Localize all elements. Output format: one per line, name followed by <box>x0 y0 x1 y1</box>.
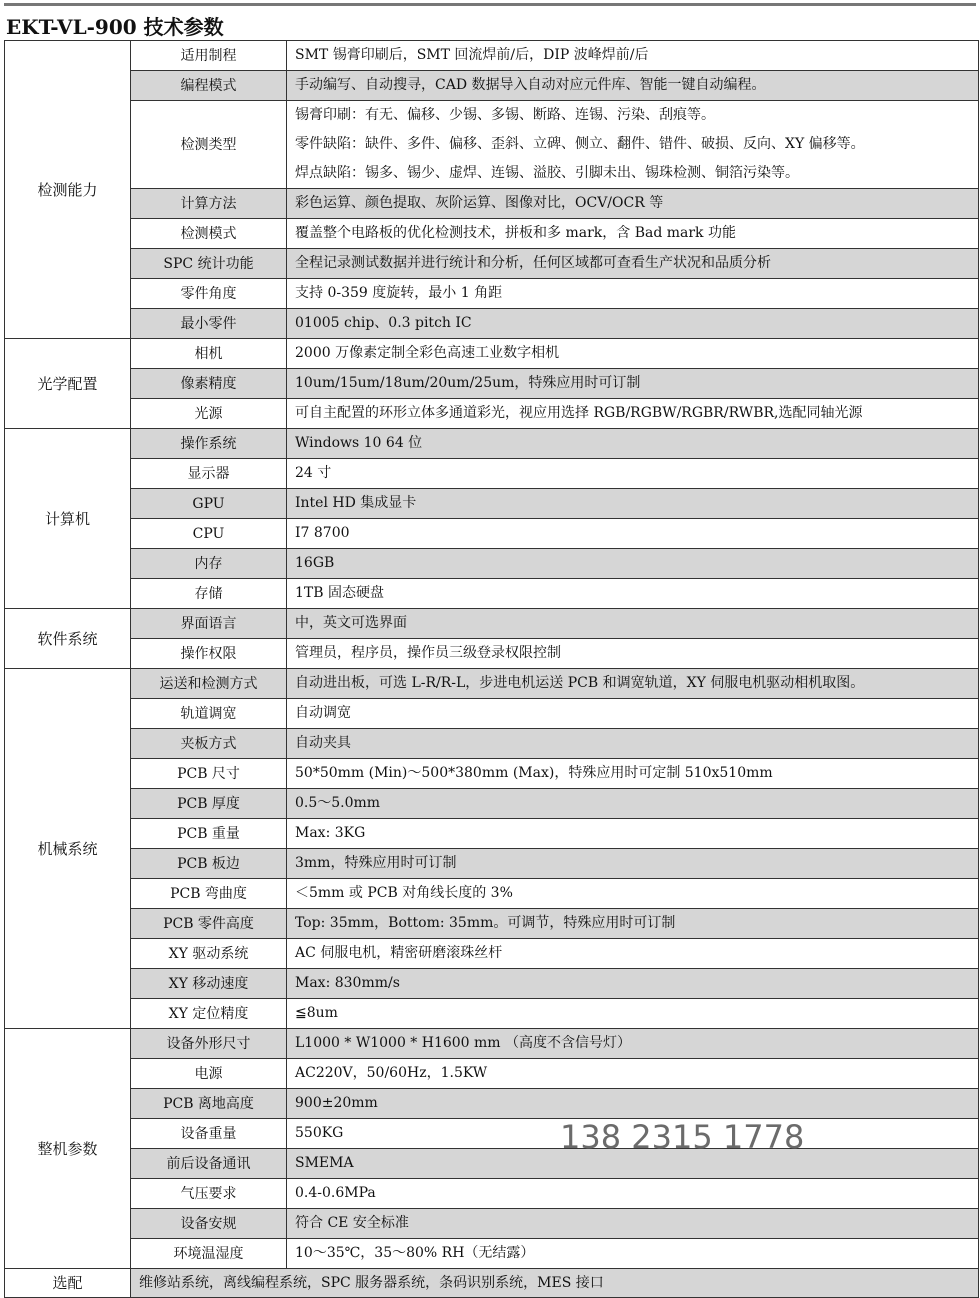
section-category: 光学配置 <box>5 339 131 429</box>
section-category: 计算机 <box>5 429 131 609</box>
spec-value <box>287 759 979 789</box>
spec-label: PCB 弯曲度 <box>131 879 287 909</box>
spec-value-line: 0.4-0.6MPa <box>295 1185 376 1201</box>
spec-value <box>287 399 979 429</box>
spec-row <box>5 71 979 101</box>
spec-value <box>287 41 979 71</box>
spec-row <box>5 549 979 579</box>
spec-label: 最小零件 <box>131 309 287 339</box>
spec-value <box>287 579 979 609</box>
spec-value-line: 可自主配置的环形立体多通道彩光，视应用选择 RGB/RGBW/RGBR/RWBR,选配同轴光源 <box>295 405 863 421</box>
spec-value <box>287 1239 979 1269</box>
spec-value <box>287 219 979 249</box>
spec-value-line: Max: 830mm/s <box>295 975 400 991</box>
spec-value-line: I7 8700 <box>295 525 350 541</box>
section-category: 检测能力 <box>5 41 131 339</box>
spec-row <box>5 1119 979 1149</box>
spec-label: 电源 <box>131 1059 287 1089</box>
spec-value <box>287 699 979 729</box>
spec-value-line: Top: 35mm，Bottom: 35mm。可调节，特殊应用时可订制 <box>295 915 676 931</box>
spec-label: XY 驱动系统 <box>131 939 287 969</box>
spec-row <box>5 1149 979 1179</box>
spec-row <box>5 489 979 519</box>
spec-label: 像素精度 <box>131 369 287 399</box>
spec-value-line: 10um/15um/18um/20um/25um，特殊应用时可订制 <box>295 375 641 391</box>
options-category: 选配 <box>5 1269 131 1298</box>
spec-label: XY 移动速度 <box>131 969 287 999</box>
spec-value-line: 900±20mm <box>295 1095 378 1111</box>
spec-value-line: 自动调宽 <box>295 705 351 721</box>
spec-label: 设备外形尺寸 <box>131 1029 287 1059</box>
spec-label: PCB 离地高度 <box>131 1089 287 1119</box>
spec-row <box>5 729 979 759</box>
spec-value-line: AC220V，50/60Hz，1.5KW <box>295 1065 488 1081</box>
spec-label: 相机 <box>131 339 287 369</box>
spec-value <box>287 969 979 999</box>
spec-value-line: AC 伺服电机，精密研磨滚珠丝杆 <box>295 945 503 961</box>
spec-label: 前后设备通讯 <box>131 1149 287 1179</box>
spec-label: 操作系统 <box>131 429 287 459</box>
spec-value-line: ＜5mm 或 PCB 对角线长度的 3% <box>295 885 513 901</box>
spec-value <box>287 189 979 219</box>
spec-row <box>5 1089 979 1119</box>
section-category: 软件系统 <box>5 609 131 669</box>
section-category: 机械系统 <box>5 669 131 1029</box>
spec-label: CPU <box>131 519 287 549</box>
spec-row <box>5 339 979 369</box>
section-category: 整机参数 <box>5 1029 131 1269</box>
spec-value-line: 10～35℃，35～80% RH（无结露） <box>295 1245 535 1261</box>
spec-value-line: 彩色运算、颜色提取、灰阶运算、图像对比，OCV/OCR 等 <box>295 195 664 211</box>
spec-value <box>287 999 979 1029</box>
spec-label: 光源 <box>131 399 287 429</box>
phone-watermark: 138 2315 1778 <box>560 1118 805 1156</box>
spec-row <box>5 1239 979 1269</box>
spec-row <box>5 1059 979 1089</box>
spec-value <box>287 639 979 669</box>
spec-row <box>5 879 979 909</box>
spec-row <box>5 639 979 669</box>
spec-label: 环境温湿度 <box>131 1239 287 1269</box>
spec-value-line: 焊点缺陷：锡多、锡少、虚焊、连锡、溢胶、引脚未出、锡珠检测、铜箔污染等。 <box>295 165 799 181</box>
spec-value <box>287 309 979 339</box>
spec-value-line: 自动进出板，可选 L-R/R-L，步进电机运送 PCB 和调宽轨道，XY 伺服电机驱动相机取图。 <box>295 675 865 691</box>
spec-value-line: 1TB 固态硬盘 <box>295 585 384 601</box>
spec-row <box>5 429 979 459</box>
spec-label: PCB 零件高度 <box>131 909 287 939</box>
spec-row <box>5 579 979 609</box>
spec-value-line: 全程记录测试数据并进行统计和分析，任何区域都可查看生产状况和品质分析 <box>295 255 771 271</box>
spec-value <box>287 549 979 579</box>
spec-row <box>5 309 979 339</box>
options-row <box>5 1269 979 1298</box>
spec-label: 设备安规 <box>131 1209 287 1239</box>
spec-label: 内存 <box>131 549 287 579</box>
spec-table-container <box>4 40 978 1298</box>
top-rule <box>4 3 976 6</box>
spec-value-line: 16GB <box>295 555 335 571</box>
spec-value-line: 50*50mm (Min)～500*380mm (Max)，特殊应用时可定制 510x510mm <box>295 765 773 781</box>
spec-label: 适用制程 <box>131 41 287 71</box>
spec-row <box>5 279 979 309</box>
spec-value <box>287 1029 979 1059</box>
spec-value-line: 零件缺陷：缺件、多件、偏移、歪斜、立碑、侧立、翻件、错件、破损、反向、XY 偏移等。 <box>295 136 865 152</box>
spec-value <box>287 339 979 369</box>
spec-label: PCB 板边 <box>131 849 287 879</box>
spec-label: 设备重量 <box>131 1119 287 1149</box>
spec-value-line: 符合 CE 安全标准 <box>295 1215 409 1231</box>
spec-label: 轨道调宽 <box>131 699 287 729</box>
spec-value-line: 0.5～5.0mm <box>295 795 381 811</box>
spec-label: SPC 统计功能 <box>131 249 287 279</box>
spec-row <box>5 939 979 969</box>
spec-label: 运送和检测方式 <box>131 669 287 699</box>
spec-row <box>5 101 979 189</box>
spec-value <box>287 249 979 279</box>
spec-label: PCB 重量 <box>131 819 287 849</box>
spec-value-line: 锡膏印刷：有无、偏移、少锡、多锡、断路、连锡、污染、刮痕等。 <box>295 107 715 123</box>
spec-table-body <box>5 41 979 1298</box>
spec-value <box>287 71 979 101</box>
spec-value <box>287 1089 979 1119</box>
spec-value <box>287 729 979 759</box>
spec-value-line: Windows 10 64 位 <box>295 435 423 451</box>
spec-row <box>5 969 979 999</box>
spec-label: 界面语言 <box>131 609 287 639</box>
spec-value <box>287 819 979 849</box>
spec-row <box>5 459 979 489</box>
spec-label: 检测模式 <box>131 219 287 249</box>
spec-value-line: 手动编写、自动搜寻，CAD 数据导入自动对应元件库、智能一键自动编程。 <box>295 77 766 93</box>
spec-value <box>287 369 979 399</box>
spec-value <box>287 429 979 459</box>
spec-label: XY 定位精度 <box>131 999 287 1029</box>
spec-value <box>287 669 979 699</box>
spec-row <box>5 699 979 729</box>
spec-value <box>287 609 979 639</box>
spec-value-line: 覆盖整个电路板的优化检测技术，拼板和多 mark，含 Bad mark 功能 <box>295 225 736 241</box>
spec-value <box>287 909 979 939</box>
spec-value-line: 自动夹具 <box>295 735 351 751</box>
spec-label: PCB 尺寸 <box>131 759 287 789</box>
spec-row <box>5 249 979 279</box>
spec-value-line: SMT 锡膏印刷后，SMT 回流焊前/后，DIP 波峰焊前/后 <box>295 47 649 63</box>
spec-value-line: 01005 chip、0.3 pitch IC <box>295 315 472 331</box>
spec-row <box>5 669 979 699</box>
spec-value <box>287 849 979 879</box>
spec-value-line: 550KG <box>295 1125 344 1141</box>
spec-value <box>287 939 979 969</box>
spec-label: 气压要求 <box>131 1179 287 1209</box>
spec-value-line: 2000 万像素定制全彩色高速工业数字相机 <box>295 345 560 361</box>
spec-value-line: 中，英文可选界面 <box>295 615 407 631</box>
spec-label: 显示器 <box>131 459 287 489</box>
spec-value <box>287 101 979 189</box>
spec-row <box>5 41 979 71</box>
spec-value-line: 管理员，程序员，操作员三级登录权限控制 <box>295 645 561 661</box>
spec-value-line: Intel HD 集成显卡 <box>295 495 417 511</box>
spec-label: 编程模式 <box>131 71 287 101</box>
page-title: EKT-VL-900 技术参数 <box>6 15 224 39</box>
spec-row <box>5 999 979 1029</box>
spec-value <box>287 1209 979 1239</box>
spec-value <box>287 1179 979 1209</box>
spec-label: 计算方法 <box>131 189 287 219</box>
spec-row <box>5 609 979 639</box>
spec-value <box>287 879 979 909</box>
spec-value-line: 24 寸 <box>295 465 332 481</box>
spec-label: GPU <box>131 489 287 519</box>
spec-value <box>287 789 979 819</box>
spec-row <box>5 189 979 219</box>
spec-row <box>5 789 979 819</box>
spec-row <box>5 369 979 399</box>
spec-row <box>5 909 979 939</box>
spec-value-line: L1000 * W1000 * H1600 mm （高度不含信号灯） <box>295 1035 632 1051</box>
spec-value <box>287 489 979 519</box>
spec-row <box>5 1029 979 1059</box>
spec-row <box>5 519 979 549</box>
spec-row <box>5 849 979 879</box>
options-value: 维修站系统，离线编程系统，SPC 服务器系统，条码识别系统，MES 接口 <box>131 1269 979 1298</box>
spec-value <box>287 1059 979 1089</box>
spec-value-line: 3mm，特殊应用时可订制 <box>295 855 457 871</box>
spec-row <box>5 219 979 249</box>
spec-value-line: SMEMA <box>295 1155 354 1171</box>
spec-row <box>5 1209 979 1239</box>
spec-label: 存储 <box>131 579 287 609</box>
spec-label: 夹板方式 <box>131 729 287 759</box>
spec-row <box>5 399 979 429</box>
spec-value-line: 支持 0-359 度旋转，最小 1 角距 <box>295 285 503 301</box>
spec-table <box>4 40 979 1298</box>
spec-value-line: Max: 3KG <box>295 825 366 841</box>
spec-label: 操作权限 <box>131 639 287 669</box>
spec-row <box>5 759 979 789</box>
spec-label: 检测类型 <box>131 101 287 189</box>
spec-value <box>287 459 979 489</box>
spec-value <box>287 519 979 549</box>
spec-value <box>287 279 979 309</box>
spec-value-line: ≦8um <box>295 1005 338 1021</box>
spec-row <box>5 1179 979 1209</box>
spec-label: PCB 厚度 <box>131 789 287 819</box>
spec-row <box>5 819 979 849</box>
spec-label: 零件角度 <box>131 279 287 309</box>
